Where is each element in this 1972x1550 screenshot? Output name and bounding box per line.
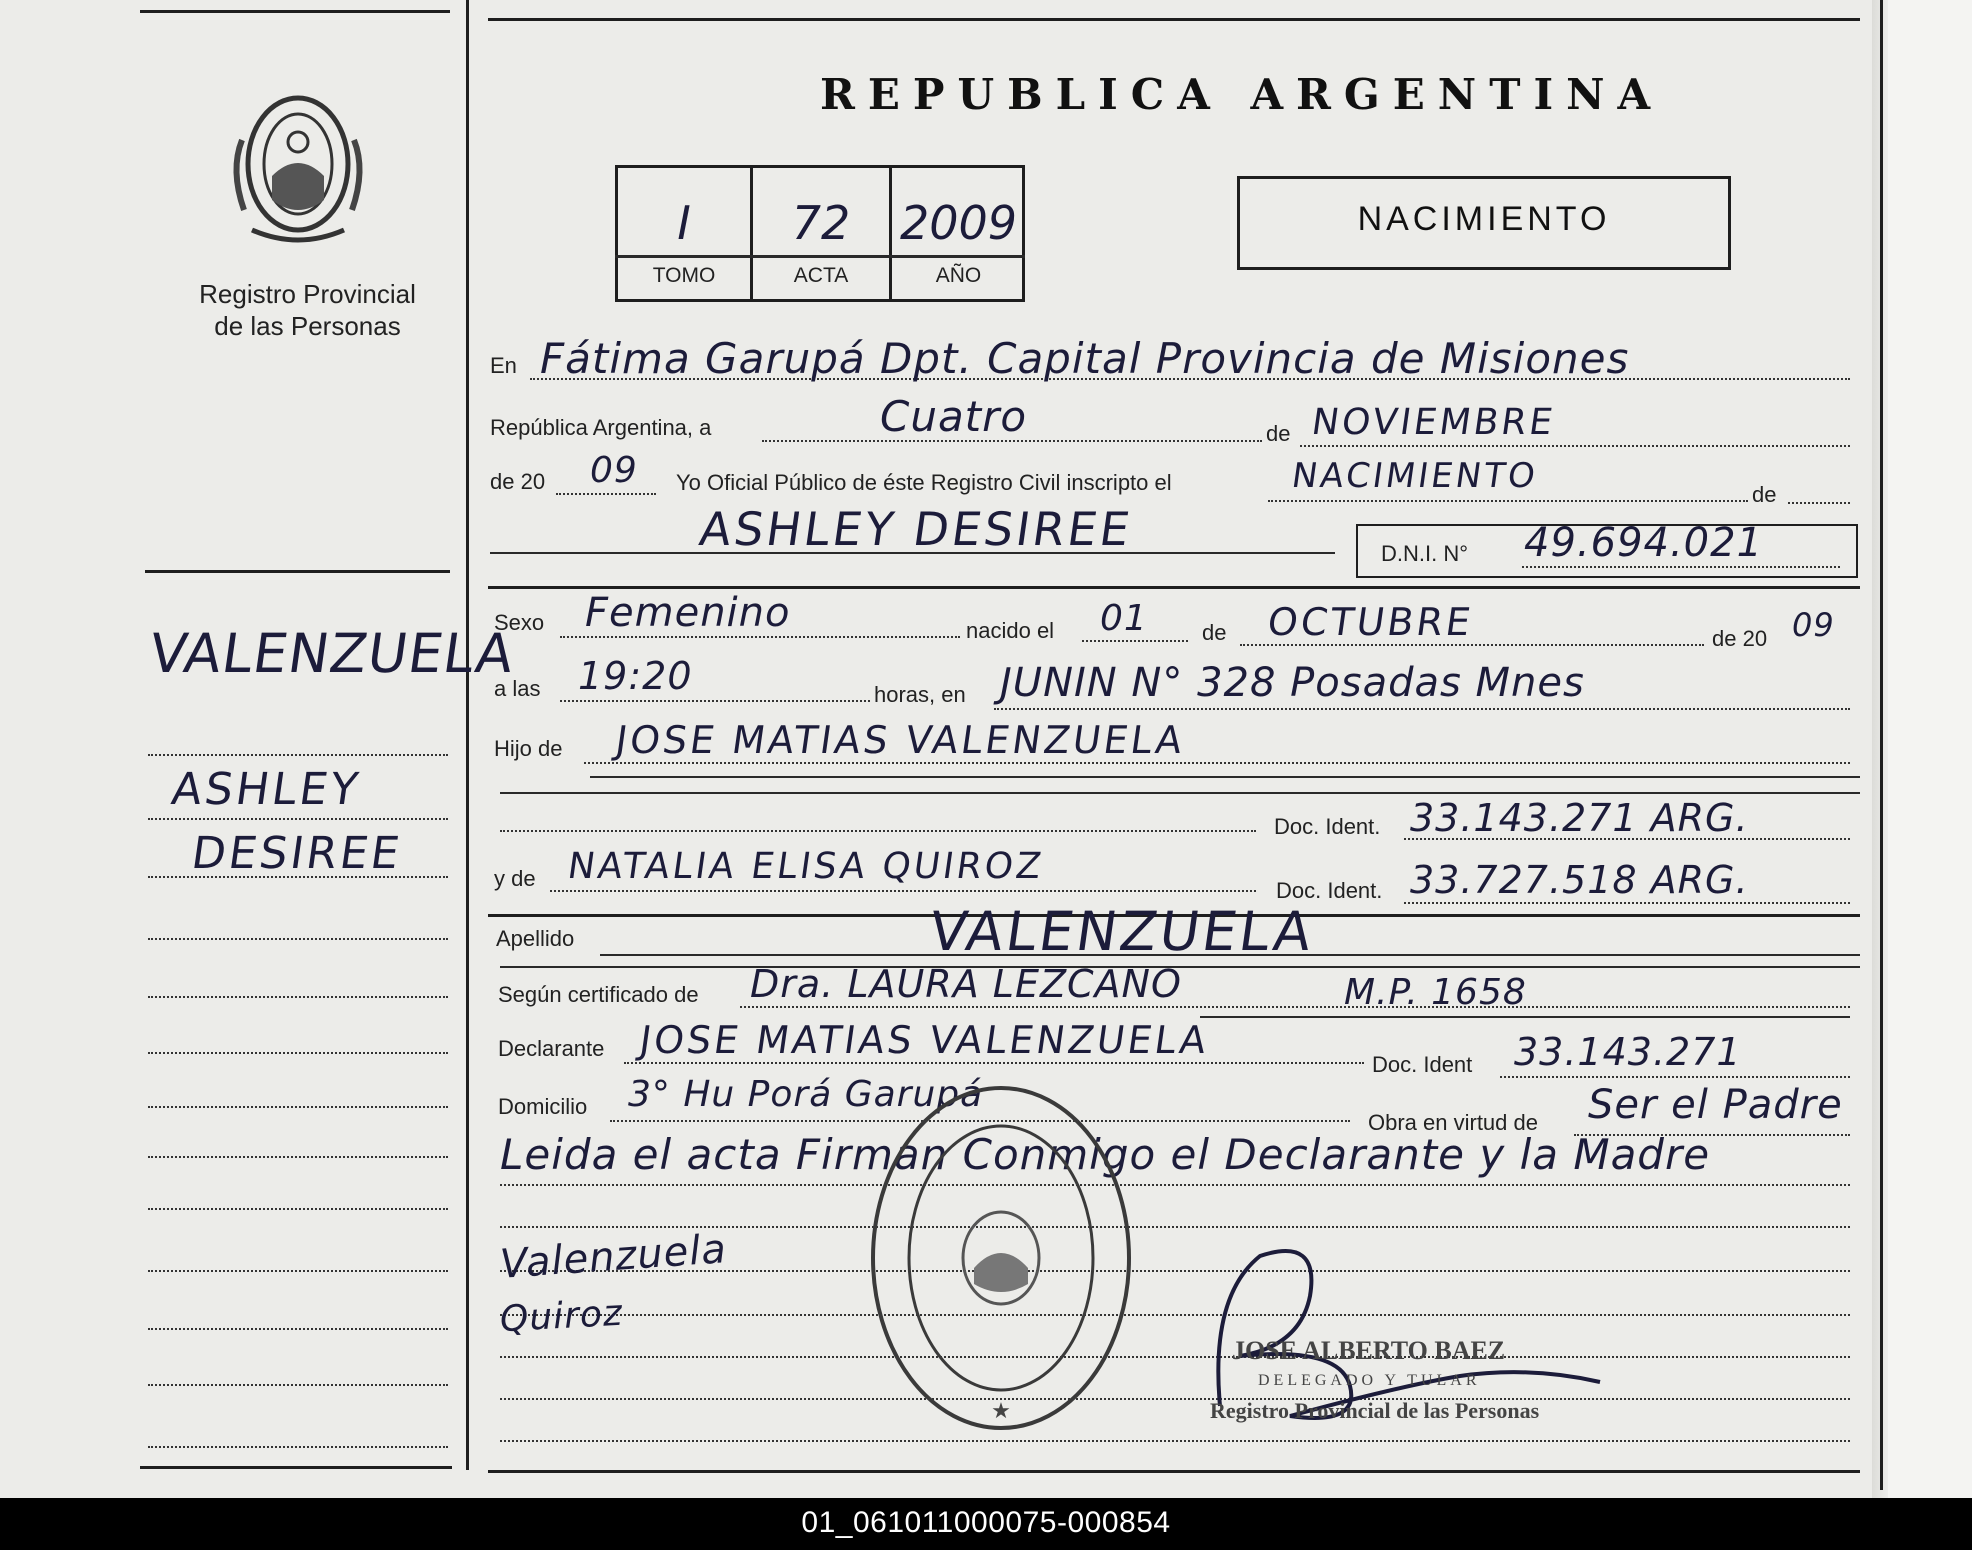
declarante-doc-line	[1500, 1076, 1850, 1078]
sexo-label: Sexo	[494, 610, 545, 635]
madre-value: NATALIA ELISA QUIROZ	[565, 846, 1047, 887]
padre-value: JOSE MATIAS VALENZUELA	[612, 718, 1188, 762]
margin-nombre-2: DESIREE	[188, 828, 406, 879]
domicilio-label: Domicilio	[498, 1094, 588, 1119]
svg-text:★: ★	[991, 1398, 1011, 1423]
top-rule-right	[488, 18, 1860, 21]
madre-doc-line	[1404, 902, 1850, 904]
margin-nombre-1: ASHLEY	[168, 764, 364, 815]
margin-line-8	[148, 1156, 448, 1158]
obra-value: Ser el Padre	[1588, 1082, 1843, 1128]
official-oval-stamp-icon	[862, 1078, 1140, 1438]
certificado-line	[740, 1006, 1850, 1008]
section-rule-1	[488, 586, 1860, 589]
official-name: JOSE ALBERTO BAEZ	[1232, 1336, 1506, 1365]
anio-value: 2009	[899, 196, 1018, 250]
margin-apellido: VALENZUELA	[145, 622, 519, 685]
yde-label: y de	[494, 866, 536, 891]
obra-label: Obra en virtud de	[1368, 1110, 1538, 1135]
mp-line	[1200, 1016, 1850, 1018]
record-box-label-rule	[615, 255, 1025, 258]
acta-value: 72	[791, 196, 851, 250]
de20-label: de 20	[490, 469, 546, 494]
margin-line-1	[148, 754, 448, 756]
de2-line	[1788, 502, 1850, 504]
obs-line-7	[500, 1440, 1850, 1442]
declarante-line	[624, 1062, 1364, 1064]
bottom-rule-right	[488, 1470, 1860, 1473]
padre-rule-2	[500, 792, 1860, 794]
nacido-label: nacido el	[966, 618, 1055, 643]
dia-value: Cuatro	[880, 392, 1028, 441]
en-value: Fátima Garupá Dpt. Capital Provincia de Misiones	[540, 334, 1630, 383]
margin-line-6	[148, 1052, 448, 1054]
anio-label: AÑO	[935, 264, 982, 287]
padre-line	[584, 762, 1850, 764]
declarante-label: Declarante	[498, 1036, 605, 1061]
inscripto-value: NACIMIENTO	[1289, 456, 1541, 496]
margin-line-3	[148, 876, 448, 878]
declarante-doc: 33.143.271	[1514, 1030, 1742, 1074]
apellido-value: VALENZUELA	[925, 900, 1319, 963]
dni-value: 49.694.021	[1524, 520, 1764, 566]
doc-ident-label: Doc. Ident.	[1274, 814, 1381, 839]
mp-value: M.P. 1658	[1344, 972, 1527, 1013]
observacion-value: Leida el acta Firman Conmigo el Declarante y la Madre	[500, 1130, 1711, 1179]
hora-value: 19:20	[578, 654, 693, 698]
official-role: DELEGADO Y TULAR	[1258, 1372, 1481, 1389]
sexo-line	[560, 636, 960, 638]
margin-line-4	[148, 938, 448, 940]
certificado-label: Según certificado de	[498, 982, 699, 1007]
en-label: En	[490, 353, 517, 378]
sexo-value: Femenino	[585, 590, 791, 636]
doc-ident-label-2: Doc. Ident.	[1276, 878, 1383, 903]
signature-mother: Quiroz	[499, 1292, 624, 1341]
next-page-edge	[1888, 0, 1972, 1498]
declarante-value: JOSE MATIAS VALENZUELA	[636, 1018, 1212, 1062]
nombre-value: ASHLEY DESIREE	[696, 502, 1136, 556]
margin-line-2	[148, 818, 448, 820]
nacido-de-label: de	[1202, 620, 1227, 645]
lugar-line	[994, 708, 1850, 710]
doc-ident-label-3: Doc. Ident	[1372, 1052, 1473, 1077]
apellido-label: Apellido	[496, 926, 575, 951]
inscripto-line	[1268, 500, 1748, 502]
nacido-anio: 09	[1792, 606, 1835, 644]
document-title: REPUBLICA ARGENTINA	[820, 70, 1664, 119]
anio-line	[556, 493, 656, 495]
tomo-label: TOMO	[652, 264, 716, 287]
anio-written: 09	[590, 450, 638, 491]
de2-label: de	[1752, 482, 1777, 507]
de-label: de	[1266, 421, 1291, 446]
obs-line-5	[500, 1356, 1850, 1358]
madre-line	[550, 890, 1256, 892]
tomo-value: I	[677, 196, 691, 250]
nacido-mes: OCTUBRE	[1264, 600, 1477, 644]
nacido-mes-line	[1240, 644, 1704, 646]
mes-value: NOVIEMBRE	[1309, 402, 1559, 443]
padre-rule	[590, 776, 1860, 778]
hijo-label: Hijo de	[494, 736, 563, 761]
province-seal-icon	[222, 80, 374, 250]
margin-line-10	[148, 1270, 448, 1272]
margin-line-5	[148, 996, 448, 998]
dni-line	[1522, 566, 1840, 568]
left-column-divider	[466, 0, 469, 1470]
alas-label: a las	[494, 676, 541, 701]
madre-doc: 33.727.518 ARG.	[1410, 858, 1749, 902]
padre-doc: 33.143.271 ARG.	[1410, 796, 1749, 840]
margin-line-9	[148, 1208, 448, 1210]
republica-label: República Argentina, a	[490, 415, 712, 440]
acta-label: ACTA	[793, 264, 849, 287]
margin-divider	[145, 570, 450, 573]
mes-line	[1300, 445, 1850, 447]
registry-line-1: Registro Provincial	[199, 279, 416, 309]
right-border	[1880, 0, 1883, 1490]
signature-father: Valenzuela	[498, 1226, 729, 1288]
certificado-value: Dra. LAURA LEZCANO	[750, 962, 1182, 1006]
registry-name	[150, 278, 465, 342]
obs-line-6	[500, 1398, 1850, 1400]
hora-line	[560, 700, 870, 702]
image-id-caption: 01_061011000075-000854	[801, 1506, 1171, 1539]
domicilio-value: 3° Hu Porá Garupá	[628, 1074, 984, 1115]
margin-line-7	[148, 1106, 448, 1108]
padre-extra-line	[500, 830, 1256, 832]
margin-line-12	[148, 1384, 448, 1386]
top-rule-left	[140, 10, 450, 13]
nacido-anio-label: de 20	[1712, 626, 1768, 651]
record-type-label: NACIMIENTO	[1357, 200, 1611, 238]
dni-label: D.N.I. N°	[1381, 541, 1469, 566]
margin-line-13	[148, 1446, 448, 1448]
official-org: Registro Provincial de las Personas	[1210, 1398, 1540, 1423]
obs-line-1	[500, 1184, 1850, 1186]
bottom-rule-left	[140, 1466, 452, 1469]
nacido-dia: 01	[1100, 598, 1148, 639]
horas-en-label: horas, en	[874, 682, 966, 707]
oficial-label: Yo Oficial Público de éste Registro Civil inscripto el	[676, 470, 1172, 495]
nacido-dia-line	[1082, 640, 1188, 642]
lugar-value: JUNIN N° 328 Posadas Mnes	[1000, 660, 1585, 706]
registry-line-2: de las Personas	[214, 311, 401, 341]
obs-line-4	[500, 1314, 1850, 1316]
margin-line-11	[148, 1328, 448, 1330]
